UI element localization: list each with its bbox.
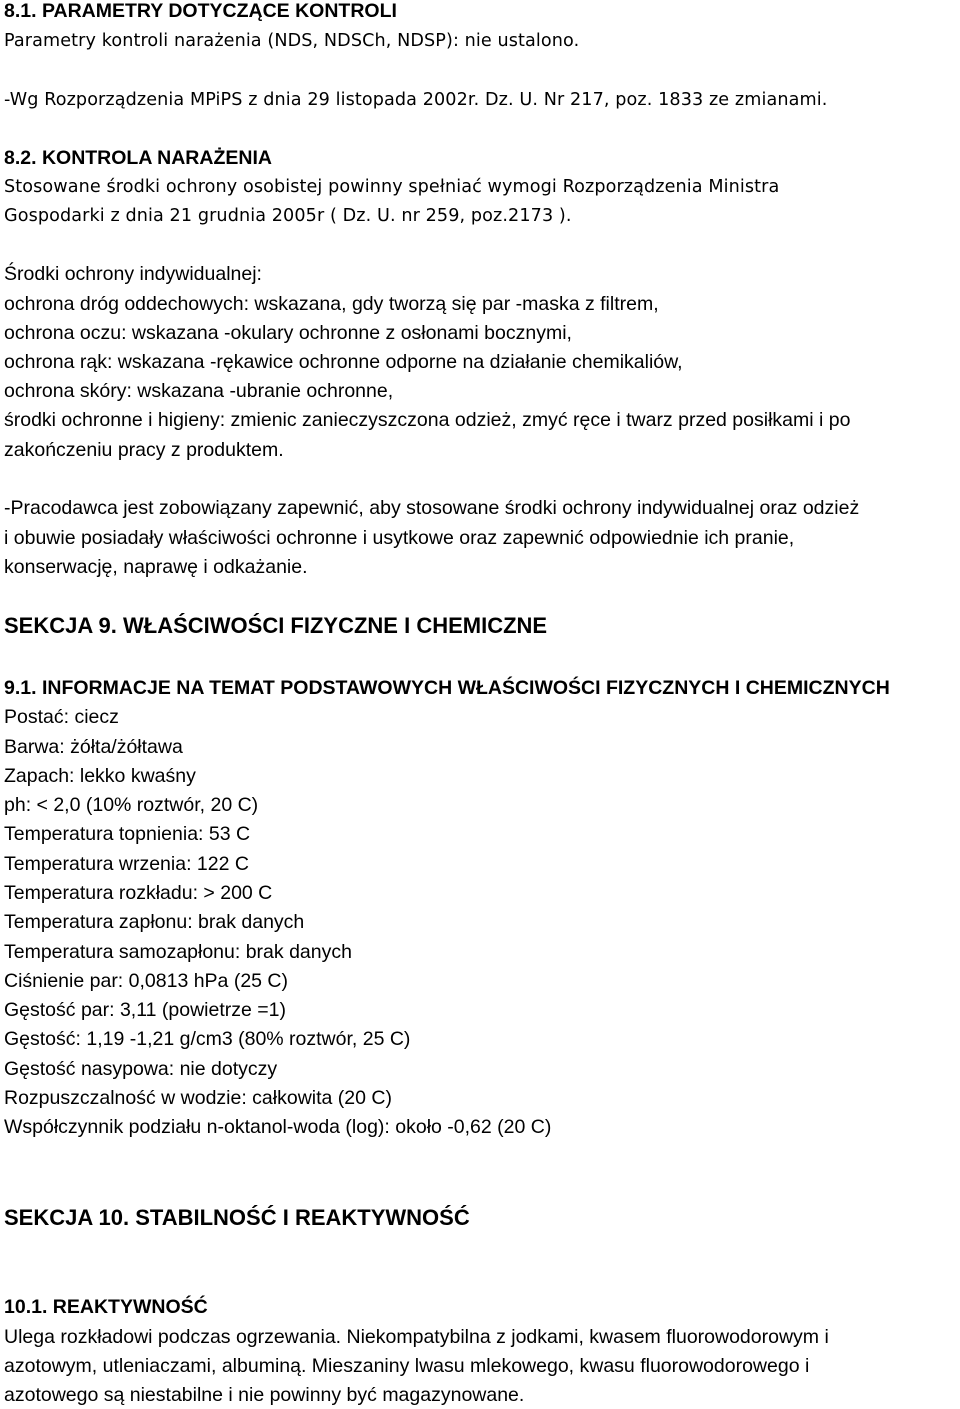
section-8-2-heading: 8.2. KONTROLA NARAŻENIA xyxy=(4,147,272,169)
property-line: Gęstość par: 3,11 (powietrze =1) xyxy=(4,999,286,1021)
text-line: Ulega rozkładowi podczas ogrzewania. Niekompatybilna z jodkami, kwasem fluorowodorowym i xyxy=(4,1326,829,1348)
property-line: Ciśnienie par: 0,0813 hPa (25 C) xyxy=(4,970,288,992)
text-line: konserwację, naprawę i odkażanie. xyxy=(4,556,308,578)
text-line: azotowym, utleniaczami, albuminą. Mieszaniny lwasu mlekowego, kwasu fluorowodorowego i xyxy=(4,1355,810,1377)
text-line: i obuwie posiadały właściwości ochronne i usytkowe oraz zapewnić odpowiednie ich pranie, xyxy=(4,527,795,549)
text-line: zakończeniu pracy z produktem. xyxy=(4,439,284,461)
property-line: Temperatura rozkładu: > 200 C xyxy=(4,882,273,904)
section-10-title: SEKCJA 10. STABILNOŚĆ I REAKTYWNOŚĆ xyxy=(4,1205,470,1230)
property-line: Temperatura zapłonu: brak danych xyxy=(4,911,305,933)
text-line: -Pracodawca jest zobowiązany zapewnić, aby stosowane środki ochrony indywidualnej oraz odzież xyxy=(4,497,860,519)
section-9-1-heading: 9.1. INFORMACJE NA TEMAT PODSTAWOWYCH WŁAŚCIWOŚCI FIZYCZNYCH I CHEMICZNYCH xyxy=(4,677,890,699)
text-line: Parametry kontroli narażenia (NDS, NDSCh, NDSP): nie ustalono. xyxy=(4,31,580,51)
text-line: ochrona rąk: wskazana -rękawice ochronne odporne na działanie chemikaliów, xyxy=(4,351,683,373)
property-line: Współczynnik podziału n-oktanol-woda (log): około -0,62 (20 C) xyxy=(4,1116,552,1138)
property-line: Postać: ciecz xyxy=(4,706,119,728)
property-line: Barwa: żółta/żółtawa xyxy=(4,736,183,758)
text-line: ochrona skóry: wskazana -ubranie ochronne, xyxy=(4,380,394,402)
text-line: Gospodarki z dnia 21 grudnia 2005r ( Dz. U. nr 259, poz.2173 ). xyxy=(4,206,572,226)
property-line: Gęstość nasypowa: nie dotyczy xyxy=(4,1058,278,1080)
property-line: Gęstość: 1,19 -1,21 g/cm3 (80% roztwór, 25 C) xyxy=(4,1028,411,1050)
text-line: azotowego są niestabilne i nie powinny być magazynowane. xyxy=(4,1384,525,1406)
text-line: -Wg Rozporządzenia MPiPS z dnia 29 listopada 2002r. Dz. U. Nr 217, poz. 1833 ze zmianami. xyxy=(4,90,828,110)
property-line: Zapach: lekko kwaśny xyxy=(4,765,196,787)
text-line: ochrona dróg oddechowych: wskazana, gdy tworzą się par -maska z filtrem, xyxy=(4,293,659,315)
section-10-1-heading: 10.1. REAKTYWNOŚĆ xyxy=(4,1296,208,1318)
text-line: Stosowane środki ochrony osobistej powinny spełniać wymogi Rozporządzenia Ministra xyxy=(4,177,780,197)
property-line: Temperatura wrzenia: 122 C xyxy=(4,853,249,875)
section-8-1-heading: 8.1. PARAMETRY DOTYCZĄCE KONTROLI xyxy=(4,0,397,22)
text-line: Środki ochrony indywidualnej: xyxy=(4,263,262,285)
property-line: Temperatura samozapłonu: brak danych xyxy=(4,941,352,963)
property-line: ph: < 2,0 (10% roztwór, 20 C) xyxy=(4,794,259,816)
text-line: ochrona oczu: wskazana -okulary ochronne z osłonami bocznymi, xyxy=(4,322,572,344)
text-line: środki ochronne i higieny: zmienic zanieczyszczona odzież, zmyć ręce i twarz przed posiłkami i po xyxy=(4,409,851,431)
property-line: Rozpuszczalność w wodzie: całkowita (20 C) xyxy=(4,1087,392,1109)
property-line: Temperatura topnienia: 53 C xyxy=(4,823,251,845)
section-9-title: SEKCJA 9. WŁAŚCIWOŚCI FIZYCZNE I CHEMICZNE xyxy=(4,613,548,638)
